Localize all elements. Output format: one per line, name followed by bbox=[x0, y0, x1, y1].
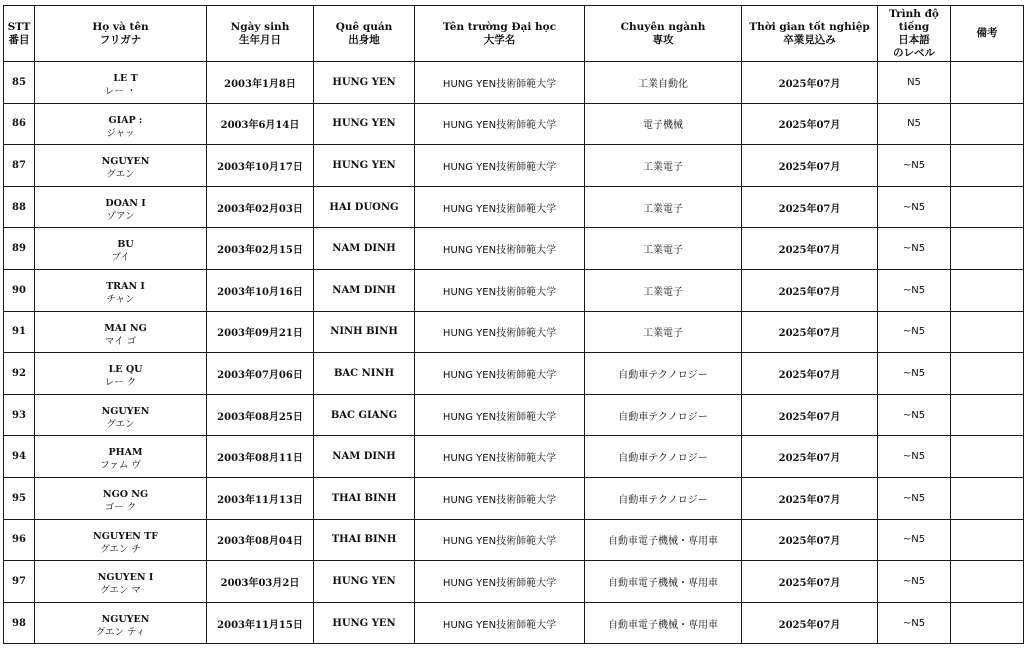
table-row bbox=[4, 477, 1024, 519]
name-kana: ファム ヴ bbox=[100, 460, 141, 472]
major-cell: 自動車テクノロジー bbox=[585, 477, 742, 519]
notes-cell bbox=[951, 186, 1024, 228]
university-cell: HUNG YEN技術師範大学 bbox=[415, 561, 585, 603]
major-cell: 自動車テクノロジー bbox=[585, 436, 742, 478]
table-row bbox=[4, 436, 1024, 478]
notes-cell bbox=[951, 353, 1024, 395]
name-kana: ゴー ク bbox=[104, 501, 137, 513]
major-cell: 自動車電子機械・専用車 bbox=[585, 519, 742, 561]
dob-cell: 2003年02月15日 bbox=[207, 228, 314, 270]
name-cell bbox=[35, 269, 207, 311]
hometown-cell: HUNG YEN bbox=[314, 103, 415, 145]
university-cell: HUNG YEN技術師範大学 bbox=[415, 62, 585, 104]
stt-cell: 92 bbox=[4, 353, 35, 395]
name-kana: グエン bbox=[106, 169, 135, 181]
name-latin: MAI NG bbox=[104, 322, 147, 334]
dob-cell: 2003年08月25日 bbox=[207, 394, 314, 436]
name-kana: マイ ゴ bbox=[104, 335, 137, 347]
name-kana: チャン bbox=[106, 293, 135, 305]
graduation-cell: 2025年07月 bbox=[742, 353, 878, 395]
stt-cell: 95 bbox=[4, 477, 35, 519]
name-cell bbox=[35, 353, 207, 395]
name-cell bbox=[35, 145, 207, 187]
table-body bbox=[4, 62, 1024, 644]
dob-cell: 2003年03月2日 bbox=[207, 561, 314, 603]
hometown-cell: NAM DINH bbox=[314, 269, 415, 311]
name-latin: LE QU bbox=[108, 364, 143, 376]
hometown-cell: HUNG YEN bbox=[314, 602, 415, 644]
header-dob: Ngày sinh 生年月日 bbox=[207, 6, 314, 62]
hometown-cell: HUNG YEN bbox=[314, 62, 415, 104]
name-latin: LE T bbox=[113, 73, 138, 84]
notes-cell bbox=[951, 103, 1024, 145]
dob-cell: 2003年11月15日 bbox=[207, 602, 314, 644]
student-table bbox=[3, 5, 1024, 644]
major-cell: 自動車電子機械・専用車 bbox=[585, 602, 742, 644]
name-cell bbox=[35, 519, 207, 561]
dob-cell: 2003年11月13日 bbox=[207, 477, 314, 519]
table-row bbox=[4, 228, 1024, 270]
name-latin: BU bbox=[117, 239, 134, 251]
dob-cell: 2003年02月03日 bbox=[207, 186, 314, 228]
notes-cell bbox=[951, 394, 1024, 436]
table-row bbox=[4, 311, 1024, 353]
header-notes: 備考 bbox=[951, 6, 1024, 62]
major-cell: 工業電子 bbox=[585, 311, 742, 353]
dob-cell: 2003年08月11日 bbox=[207, 436, 314, 478]
hometown-cell: THAI BINH bbox=[314, 477, 415, 519]
name-cell bbox=[35, 103, 207, 145]
university-cell: HUNG YEN技術師範大学 bbox=[415, 394, 585, 436]
dob-cell: 2003年6月14日 bbox=[207, 103, 314, 145]
graduation-cell: 2025年07月 bbox=[742, 394, 878, 436]
table-row bbox=[4, 103, 1024, 145]
notes-cell bbox=[951, 477, 1024, 519]
stt-cell: 93 bbox=[4, 394, 35, 436]
jlpt-cell: ~N5 bbox=[878, 311, 951, 353]
graduation-cell: 2025年07月 bbox=[742, 602, 878, 644]
jlpt-cell: N5 bbox=[878, 103, 951, 145]
header-major: Chuyên ngành 専攻 bbox=[585, 6, 742, 62]
major-cell: 自動車テクノロジー bbox=[585, 353, 742, 395]
jlpt-cell: ~N5 bbox=[878, 228, 951, 270]
stt-cell: 96 bbox=[4, 519, 35, 561]
header-stt: STT 番目 bbox=[4, 6, 35, 62]
university-cell: HUNG YEN技術師範大学 bbox=[415, 145, 585, 187]
name-latin: DOAN I bbox=[105, 197, 146, 209]
name-kana: グエン bbox=[106, 418, 135, 430]
table-row bbox=[4, 186, 1024, 228]
hometown-cell: NAM DINH bbox=[314, 228, 415, 270]
graduation-cell: 2025年07月 bbox=[742, 228, 878, 270]
notes-cell bbox=[951, 602, 1024, 644]
name-cell bbox=[35, 561, 207, 603]
name-kana: ジャッ bbox=[106, 127, 135, 139]
jlpt-cell: ~N5 bbox=[878, 269, 951, 311]
university-cell: HUNG YEN技術師範大学 bbox=[415, 436, 585, 478]
name-latin: NGUYEN TF bbox=[93, 530, 158, 542]
name-cell bbox=[35, 602, 207, 644]
name-latin: NGUYEN bbox=[101, 613, 150, 625]
jlpt-cell: N5 bbox=[878, 62, 951, 104]
jlpt-cell: ~N5 bbox=[878, 394, 951, 436]
notes-cell bbox=[951, 62, 1024, 104]
major-cell: 工業電子 bbox=[585, 186, 742, 228]
stt-cell: 97 bbox=[4, 561, 35, 603]
name-kana: グエン マ bbox=[100, 585, 141, 597]
name-cell bbox=[35, 477, 207, 519]
university-cell: HUNG YEN技術師範大学 bbox=[415, 353, 585, 395]
graduation-cell: 2025年07月 bbox=[742, 436, 878, 478]
university-cell: HUNG YEN技術師範大学 bbox=[415, 602, 585, 644]
table-row bbox=[4, 394, 1024, 436]
university-cell: HUNG YEN技術師範大学 bbox=[415, 228, 585, 270]
major-cell: 自動車テクノロジー bbox=[585, 394, 742, 436]
table-row bbox=[4, 62, 1024, 104]
table-row bbox=[4, 353, 1024, 395]
stt-cell: 89 bbox=[4, 228, 35, 270]
graduation-cell: 2025年07月 bbox=[742, 145, 878, 187]
stt-cell: 88 bbox=[4, 186, 35, 228]
graduation-cell: 2025年07月 bbox=[742, 519, 878, 561]
stt-cell: 91 bbox=[4, 311, 35, 353]
major-cell: 自動車電子機械・専用車 bbox=[585, 561, 742, 603]
name-latin: TRAN I bbox=[106, 280, 145, 292]
name-kana: レー ク bbox=[104, 377, 137, 389]
stt-cell: 98 bbox=[4, 602, 35, 644]
major-cell: 工業電子 bbox=[585, 145, 742, 187]
header-jlpt: Trình độ tiếng 日本語 のレベル bbox=[878, 6, 951, 62]
name-latin: NGO NG bbox=[102, 488, 149, 500]
name-cell bbox=[35, 186, 207, 228]
graduation-cell: 2025年07月 bbox=[742, 311, 878, 353]
dob-cell: 2003年07月06日 bbox=[207, 353, 314, 395]
university-cell: HUNG YEN技術師範大学 bbox=[415, 269, 585, 311]
name-latin: NGUYEN bbox=[101, 156, 150, 168]
table-row bbox=[4, 145, 1024, 187]
jlpt-cell: ~N5 bbox=[878, 561, 951, 603]
name-latin: NGUYEN bbox=[101, 405, 150, 417]
jlpt-cell: ~N5 bbox=[878, 353, 951, 395]
name-cell bbox=[35, 228, 207, 270]
jlpt-cell: ~N5 bbox=[878, 436, 951, 478]
stt-cell: 85 bbox=[4, 62, 35, 104]
name-cell bbox=[35, 62, 207, 104]
dob-cell: 2003年1月8日 bbox=[207, 62, 314, 104]
header-graduation: Thời gian tốt nghiệp 卒業見込み bbox=[742, 6, 878, 62]
graduation-cell: 2025年07月 bbox=[742, 103, 878, 145]
graduation-cell: 2025年07月 bbox=[742, 561, 878, 603]
university-cell: HUNG YEN技術師範大学 bbox=[415, 311, 585, 353]
notes-cell bbox=[951, 436, 1024, 478]
graduation-cell: 2025年07月 bbox=[742, 62, 878, 104]
notes-cell bbox=[951, 519, 1024, 561]
jlpt-cell: ~N5 bbox=[878, 477, 951, 519]
name-cell bbox=[35, 436, 207, 478]
table-row bbox=[4, 602, 1024, 644]
university-cell: HUNG YEN技術師範大学 bbox=[415, 186, 585, 228]
dob-cell: 2003年09月21日 bbox=[207, 311, 314, 353]
name-kana: レー ・ bbox=[104, 86, 137, 97]
stt-cell: 90 bbox=[4, 269, 35, 311]
name-latin: GIAP : bbox=[108, 114, 143, 126]
hometown-cell: THAI BINH bbox=[314, 519, 415, 561]
jlpt-cell: ~N5 bbox=[878, 145, 951, 187]
graduation-cell: 2025年07月 bbox=[742, 269, 878, 311]
notes-cell bbox=[951, 561, 1024, 603]
hometown-cell: HUNG YEN bbox=[314, 145, 415, 187]
hometown-cell: HAI DUONG bbox=[314, 186, 415, 228]
major-cell: 工業自動化 bbox=[585, 62, 742, 104]
university-cell: HUNG YEN技術師範大学 bbox=[415, 103, 585, 145]
table-row bbox=[4, 269, 1024, 311]
hometown-cell: BAC NINH bbox=[314, 353, 415, 395]
stt-cell: 86 bbox=[4, 103, 35, 145]
notes-cell bbox=[951, 145, 1024, 187]
header-university: Tên trường Đại học 大学名 bbox=[415, 6, 585, 62]
university-cell: HUNG YEN技術師範大学 bbox=[415, 477, 585, 519]
table-row bbox=[4, 519, 1024, 561]
hometown-cell: NINH BINH bbox=[314, 311, 415, 353]
name-latin: NGUYEN I bbox=[97, 572, 154, 584]
notes-cell bbox=[951, 269, 1024, 311]
major-cell: 工業電子 bbox=[585, 228, 742, 270]
name-cell bbox=[35, 394, 207, 436]
jlpt-cell: ~N5 bbox=[878, 602, 951, 644]
hometown-cell: BAC GIANG bbox=[314, 394, 415, 436]
dob-cell: 2003年10月16日 bbox=[207, 269, 314, 311]
name-cell bbox=[35, 311, 207, 353]
dob-cell: 2003年10月17日 bbox=[207, 145, 314, 187]
name-kana: グエン ティ bbox=[95, 626, 146, 638]
hometown-cell: HUNG YEN bbox=[314, 561, 415, 603]
name-latin: PHAM bbox=[108, 447, 143, 459]
graduation-cell: 2025年07月 bbox=[742, 186, 878, 228]
jlpt-cell: ~N5 bbox=[878, 186, 951, 228]
notes-cell bbox=[951, 311, 1024, 353]
hometown-cell: NAM DINH bbox=[314, 436, 415, 478]
table-row bbox=[4, 561, 1024, 603]
stt-cell: 94 bbox=[4, 436, 35, 478]
major-cell: 工業電子 bbox=[585, 269, 742, 311]
graduation-cell: 2025年07月 bbox=[742, 477, 878, 519]
header-hometown: Quê quán 出身地 bbox=[314, 6, 415, 62]
jlpt-cell: ~N5 bbox=[878, 519, 951, 561]
name-kana: グエン チ bbox=[100, 543, 141, 555]
name-kana: ブイ bbox=[111, 252, 130, 264]
stt-cell: 87 bbox=[4, 145, 35, 187]
notes-cell bbox=[951, 228, 1024, 270]
header-name: Họ và tên フリガナ bbox=[35, 6, 207, 62]
major-cell: 電子機械 bbox=[585, 103, 742, 145]
name-kana: ゾアン bbox=[106, 210, 135, 222]
dob-cell: 2003年08月04日 bbox=[207, 519, 314, 561]
table-header bbox=[4, 6, 1024, 62]
university-cell: HUNG YEN技術師範大学 bbox=[415, 519, 585, 561]
